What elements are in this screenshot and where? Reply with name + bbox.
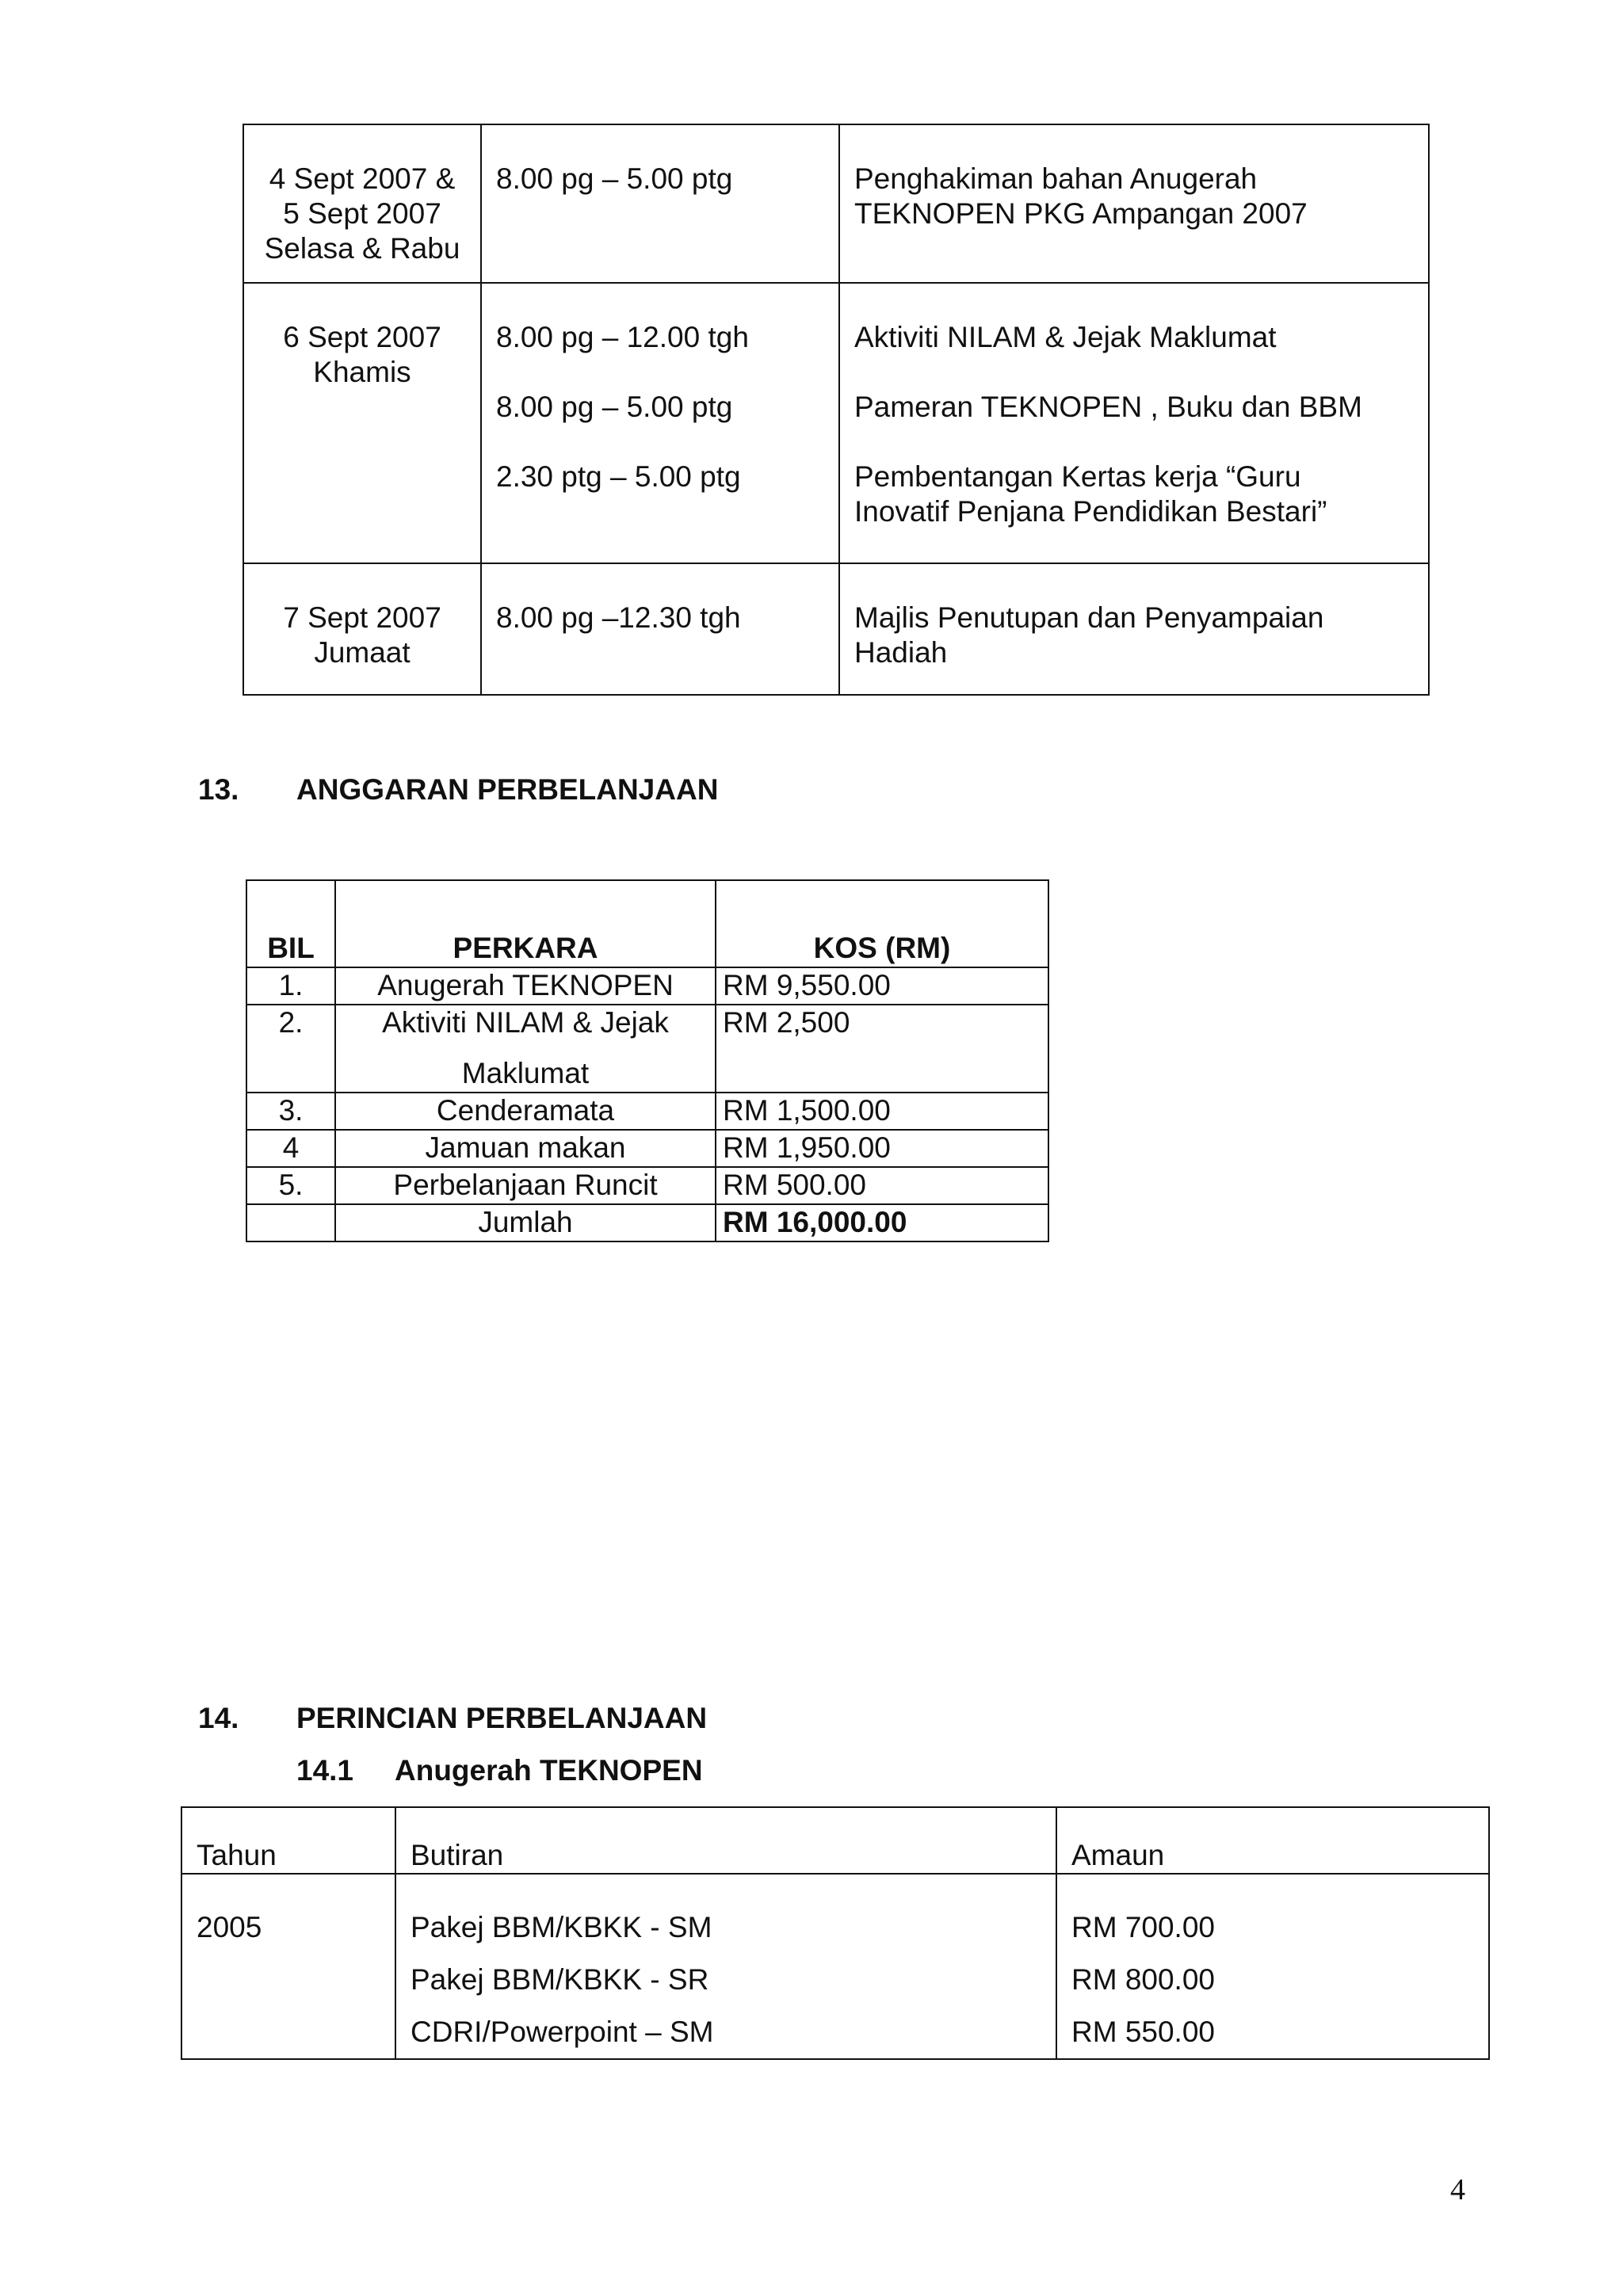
activity-line: TEKNOPEN PKG Ampangan 2007 [854,197,1308,230]
total-label: Jumlah [335,1204,716,1241]
perkara-line: Maklumat [461,1057,590,1089]
kos-cell: RM 9,550.00 [716,967,1048,1005]
table-total-row [246,1204,1048,1241]
date-cell [243,283,481,563]
activity-cell [839,283,1429,563]
activity-line: Pameran TEKNOPEN , Buku dan BBM [854,391,1362,423]
year-cell [181,1874,395,2059]
kos-cell: RM 1,950.00 [716,1130,1048,1167]
amaun-item: RM 550.00 [1071,2016,1215,2048]
table-row [243,563,1429,695]
table-row [243,124,1429,283]
date-line: Selasa & Rabu [264,232,460,265]
table-row [246,1130,1048,1167]
section-14-1-number: 14.1 [296,1754,354,1787]
amaun-item: RM 700.00 [1071,1911,1215,1943]
section-13-number: 13. [198,773,239,806]
section-13-title: ANGGARAN PERBELANJAAN [296,773,719,806]
section-14-1-title: Anugerah TEKNOPEN [395,1754,703,1787]
activity-cell [839,124,1429,283]
kos-cell: RM 2,500 [716,1005,1048,1093]
table-row [246,1167,1048,1204]
tahun-header: Tahun [181,1807,395,1874]
date-line: 5 Sept 2007 [283,197,441,230]
bil-cell: 2. [246,1005,335,1093]
date-line: 7 Sept 2007 [283,601,441,634]
perkara-cell: Perbelanjaan Runcit [335,1167,716,1204]
bil-header: BIL [246,880,335,967]
bil-cell: 5. [246,1167,335,1204]
table-row [243,283,1429,563]
time-cell [481,283,839,563]
perkara-line: Aktiviti NILAM & Jejak [382,1006,669,1039]
table-row [181,1874,1489,2059]
table-row [246,1005,1048,1093]
activity-cell [839,563,1429,695]
table-row [246,967,1048,1005]
time-line: 8.00 pg – 5.00 ptg [496,391,733,423]
time-line: 8.00 pg – 12.00 tgh [496,321,749,353]
date-cell [243,124,481,283]
activity-line: Pembentangan Kertas kerja “Guru [854,460,1301,493]
butiran-item: CDRI/Powerpoint – SM [411,2016,714,2048]
date-cell [243,563,481,695]
perkara-cell: Cenderamata [335,1093,716,1130]
butiran-item: Pakej BBM/KBKK - SR [411,1963,709,1996]
activity-line: Majlis Penutupan dan Penyampaian [854,601,1324,634]
amaun-cell [1056,1874,1489,2059]
time-line: 2.30 ptg – 5.00 ptg [496,460,741,493]
kos-cell: RM 1,500.00 [716,1093,1048,1130]
activity-line: Aktiviti NILAM & Jejak Maklumat [854,321,1277,353]
activity-line: Hadiah [854,636,948,669]
table-header-row [246,880,1048,967]
perkara-cell: Jamuan makan [335,1130,716,1167]
detail-table [181,1806,1490,2060]
table-row [246,1093,1048,1130]
table-header-row [181,1807,1489,1874]
bil-cell: 3. [246,1093,335,1130]
perkara-cell [335,1005,716,1093]
time-cell [481,563,839,695]
butiran-cell [395,1874,1056,2059]
activity-line: Penghakiman bahan Anugerah [854,162,1258,195]
budget-table [246,879,1049,1242]
date-line: 4 Sept 2007 & [269,162,456,195]
date-line: Khamis [313,356,411,388]
bil-cell: 4 [246,1130,335,1167]
section-14-number: 14. [198,1702,239,1734]
page-number: 4 [1450,2173,1465,2206]
time-line: 8.00 pg –12.30 tgh [496,601,741,634]
kos-cell: RM 500.00 [716,1167,1048,1204]
year-value: 2005 [197,1911,262,1943]
perkara-cell: Anugerah TEKNOPEN [335,967,716,1005]
section-14-title: PERINCIAN PERBELANJAAN [296,1702,708,1734]
kos-header: KOS (RM) [716,880,1048,967]
amaun-item: RM 800.00 [1071,1963,1215,1996]
perkara-header: PERKARA [335,880,716,967]
schedule-table [242,124,1430,696]
time-cell [481,124,839,283]
bil-cell-empty [246,1204,335,1241]
bil-cell: 1. [246,967,335,1005]
date-line: Jumaat [314,636,411,669]
date-line: 6 Sept 2007 [283,321,441,353]
butiran-header: Butiran [395,1807,1056,1874]
butiran-item: Pakej BBM/KBKK - SM [411,1911,712,1943]
amaun-header: Amaun [1056,1807,1489,1874]
total-value: RM 16,000.00 [716,1204,1048,1241]
time-line: 8.00 pg – 5.00 ptg [496,162,733,195]
activity-line: Inovatif Penjana Pendidikan Bestari” [854,495,1327,528]
